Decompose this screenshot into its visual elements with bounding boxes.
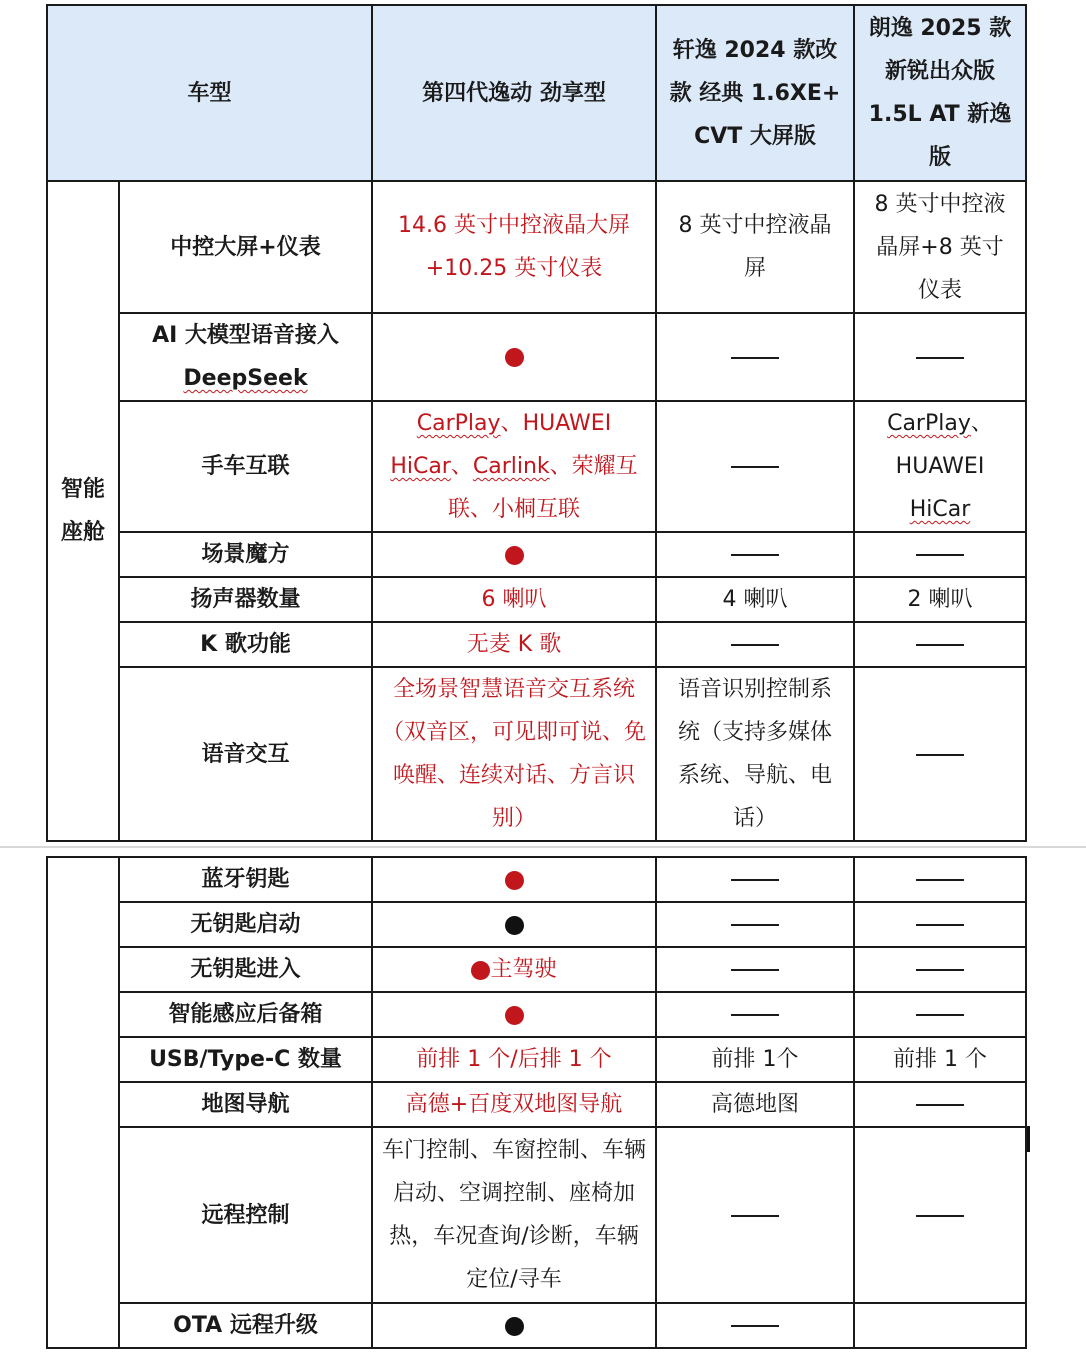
dash-icon [916,1014,964,1016]
feature-label: 手车互联 [119,401,372,532]
dash-icon [916,879,964,881]
value-yidong [372,992,656,1037]
dash-icon [916,969,964,971]
text-cursor [1027,1126,1030,1152]
table-row [47,313,1026,401]
value-yidong [372,857,656,902]
feature-label: 蓝牙钥匙 [119,857,372,902]
table-row [47,1082,1026,1127]
value-sylphy [656,902,854,947]
value-lavida [854,1127,1026,1303]
value-yidong [372,313,656,401]
feature-label: 场景魔方 [119,532,372,577]
value-lavida [854,1082,1026,1127]
value-yidong [372,902,656,947]
value-lavida: CarPlay、HUAWEI HiCar [854,401,1026,532]
dash-icon [731,1014,779,1016]
value-yidong: 全场景智慧语音交互系统（双音区，可见即可说、免唤醒、连续对话、方言识别） [372,667,656,841]
red-dot-icon [505,348,524,367]
feature-label: 远程控制 [119,1127,372,1303]
dash-icon [731,969,779,971]
value-yidong: 6 喇叭 [372,577,656,622]
dash-icon [731,644,779,646]
dash-icon [731,879,779,881]
header-lavida: 朗逸 2025 款新锐出众版 1.5L AT 新逸版 [854,5,1026,181]
category-cell-empty [47,857,119,1348]
value-sylphy [656,313,854,401]
table-row [47,902,1026,947]
black-dot-icon [505,1317,524,1336]
black-dot-icon [505,916,524,935]
feature-label [119,313,372,401]
feature-label: 扬声器数量 [119,577,372,622]
value-sylphy [656,401,854,532]
value-sylphy: 高德地图 [656,1082,854,1127]
value-yidong: 主驾驶 [372,947,656,992]
value-sylphy: 4 喇叭 [656,577,854,622]
page-break-divider [0,846,1086,848]
value-lavida [854,857,1026,902]
value-lavida [854,313,1026,401]
value-sylphy: 语音识别控制系统（支持多媒体系统、导航、电话） [656,667,854,841]
feature-label: OTA 远程升级 [119,1303,372,1348]
dash-icon [731,1325,779,1327]
value-lavida [854,992,1026,1037]
dash-icon [731,554,779,556]
value-sylphy [656,1127,854,1303]
feature-label: 智能感应后备箱 [119,992,372,1037]
value-yidong [372,532,656,577]
value-sylphy [656,1303,854,1348]
value-sylphy: 8 英寸中控液晶屏 [656,181,854,313]
value-yidong: 车门控制、车窗控制、车辆启动、空调控制、座椅加热，车况查询/诊断，车辆定位/寻车 [372,1127,656,1303]
table-row [47,622,1026,667]
dash-icon [916,1104,964,1106]
red-dot-icon [505,1006,524,1025]
table-row [47,667,1026,841]
dash-icon [731,466,779,468]
feature-label-line2: DeepSeek [183,366,308,391]
value-lavida: 2 喇叭 [854,577,1026,622]
dash-icon [731,357,779,359]
value-yidong: CarPlay、HUAWEI HiCar、Carlink、荣耀互联、小桐互联 [372,401,656,532]
value-sylphy [656,857,854,902]
red-dot-icon [505,546,524,565]
dash-icon [916,644,964,646]
header-row [47,5,1026,181]
value-yidong: 14.6 英寸中控液晶大屏+10.25 英寸仪表 [372,181,656,313]
spec-table-cockpit [46,4,1027,842]
feature-label: 无钥匙启动 [119,902,372,947]
header-yidong: 第四代逸动 劲享型 [372,5,656,181]
value-yidong: 无麦 K 歌 [372,622,656,667]
feature-label: 中控大屏+仪表 [119,181,372,313]
value-sylphy [656,947,854,992]
value-lavida [854,947,1026,992]
feature-label-line1: AI 大模型语音接入 [152,323,339,348]
value-lavida [854,622,1026,667]
feature-label: 无钥匙进入 [119,947,372,992]
value-lavida [854,532,1026,577]
feature-label: USB/Type-C 数量 [119,1037,372,1082]
dash-icon [731,1215,779,1217]
table-row [47,992,1026,1037]
table-row [47,1303,1026,1348]
feature-label: 语音交互 [119,667,372,841]
value-yidong: 高德+百度双地图导航 [372,1082,656,1127]
value-lavida: 8 英寸中控液晶屏+8 英寸仪表 [854,181,1026,313]
value-yidong [372,1303,656,1348]
table-row [47,947,1026,992]
dash-icon [916,1215,964,1217]
dash-icon [916,554,964,556]
value-sylphy [656,992,854,1037]
table-row [47,1127,1026,1303]
feature-label: K 歌功能 [119,622,372,667]
table-row [47,577,1026,622]
value-sylphy: 前排 1个 [656,1037,854,1082]
value-lavida [854,902,1026,947]
dash-icon [916,357,964,359]
category-smart-cockpit: 智能座舱 [47,181,119,841]
dash-icon [916,924,964,926]
value-sylphy [656,622,854,667]
value-yidong: 前排 1 个/后排 1 个 [372,1037,656,1082]
red-dot-icon [505,871,524,890]
feature-label: 地图导航 [119,1082,372,1127]
value-lavida [854,667,1026,841]
spec-table-convenience [46,856,1027,1349]
header-model: 车型 [47,5,372,181]
table-row [47,857,1026,902]
value-lavida [854,1303,1026,1348]
table-row [47,532,1026,577]
header-sylphy: 轩逸 2024 款改款 经典 1.6XE+ CVT 大屏版 [656,5,854,181]
value-sylphy [656,532,854,577]
red-dot-icon [471,961,490,980]
table-row [47,181,1026,313]
dash-icon [916,754,964,756]
value-lavida: 前排 1 个 [854,1037,1026,1082]
table-row [47,401,1026,532]
table-row [47,1037,1026,1082]
dash-icon [731,924,779,926]
